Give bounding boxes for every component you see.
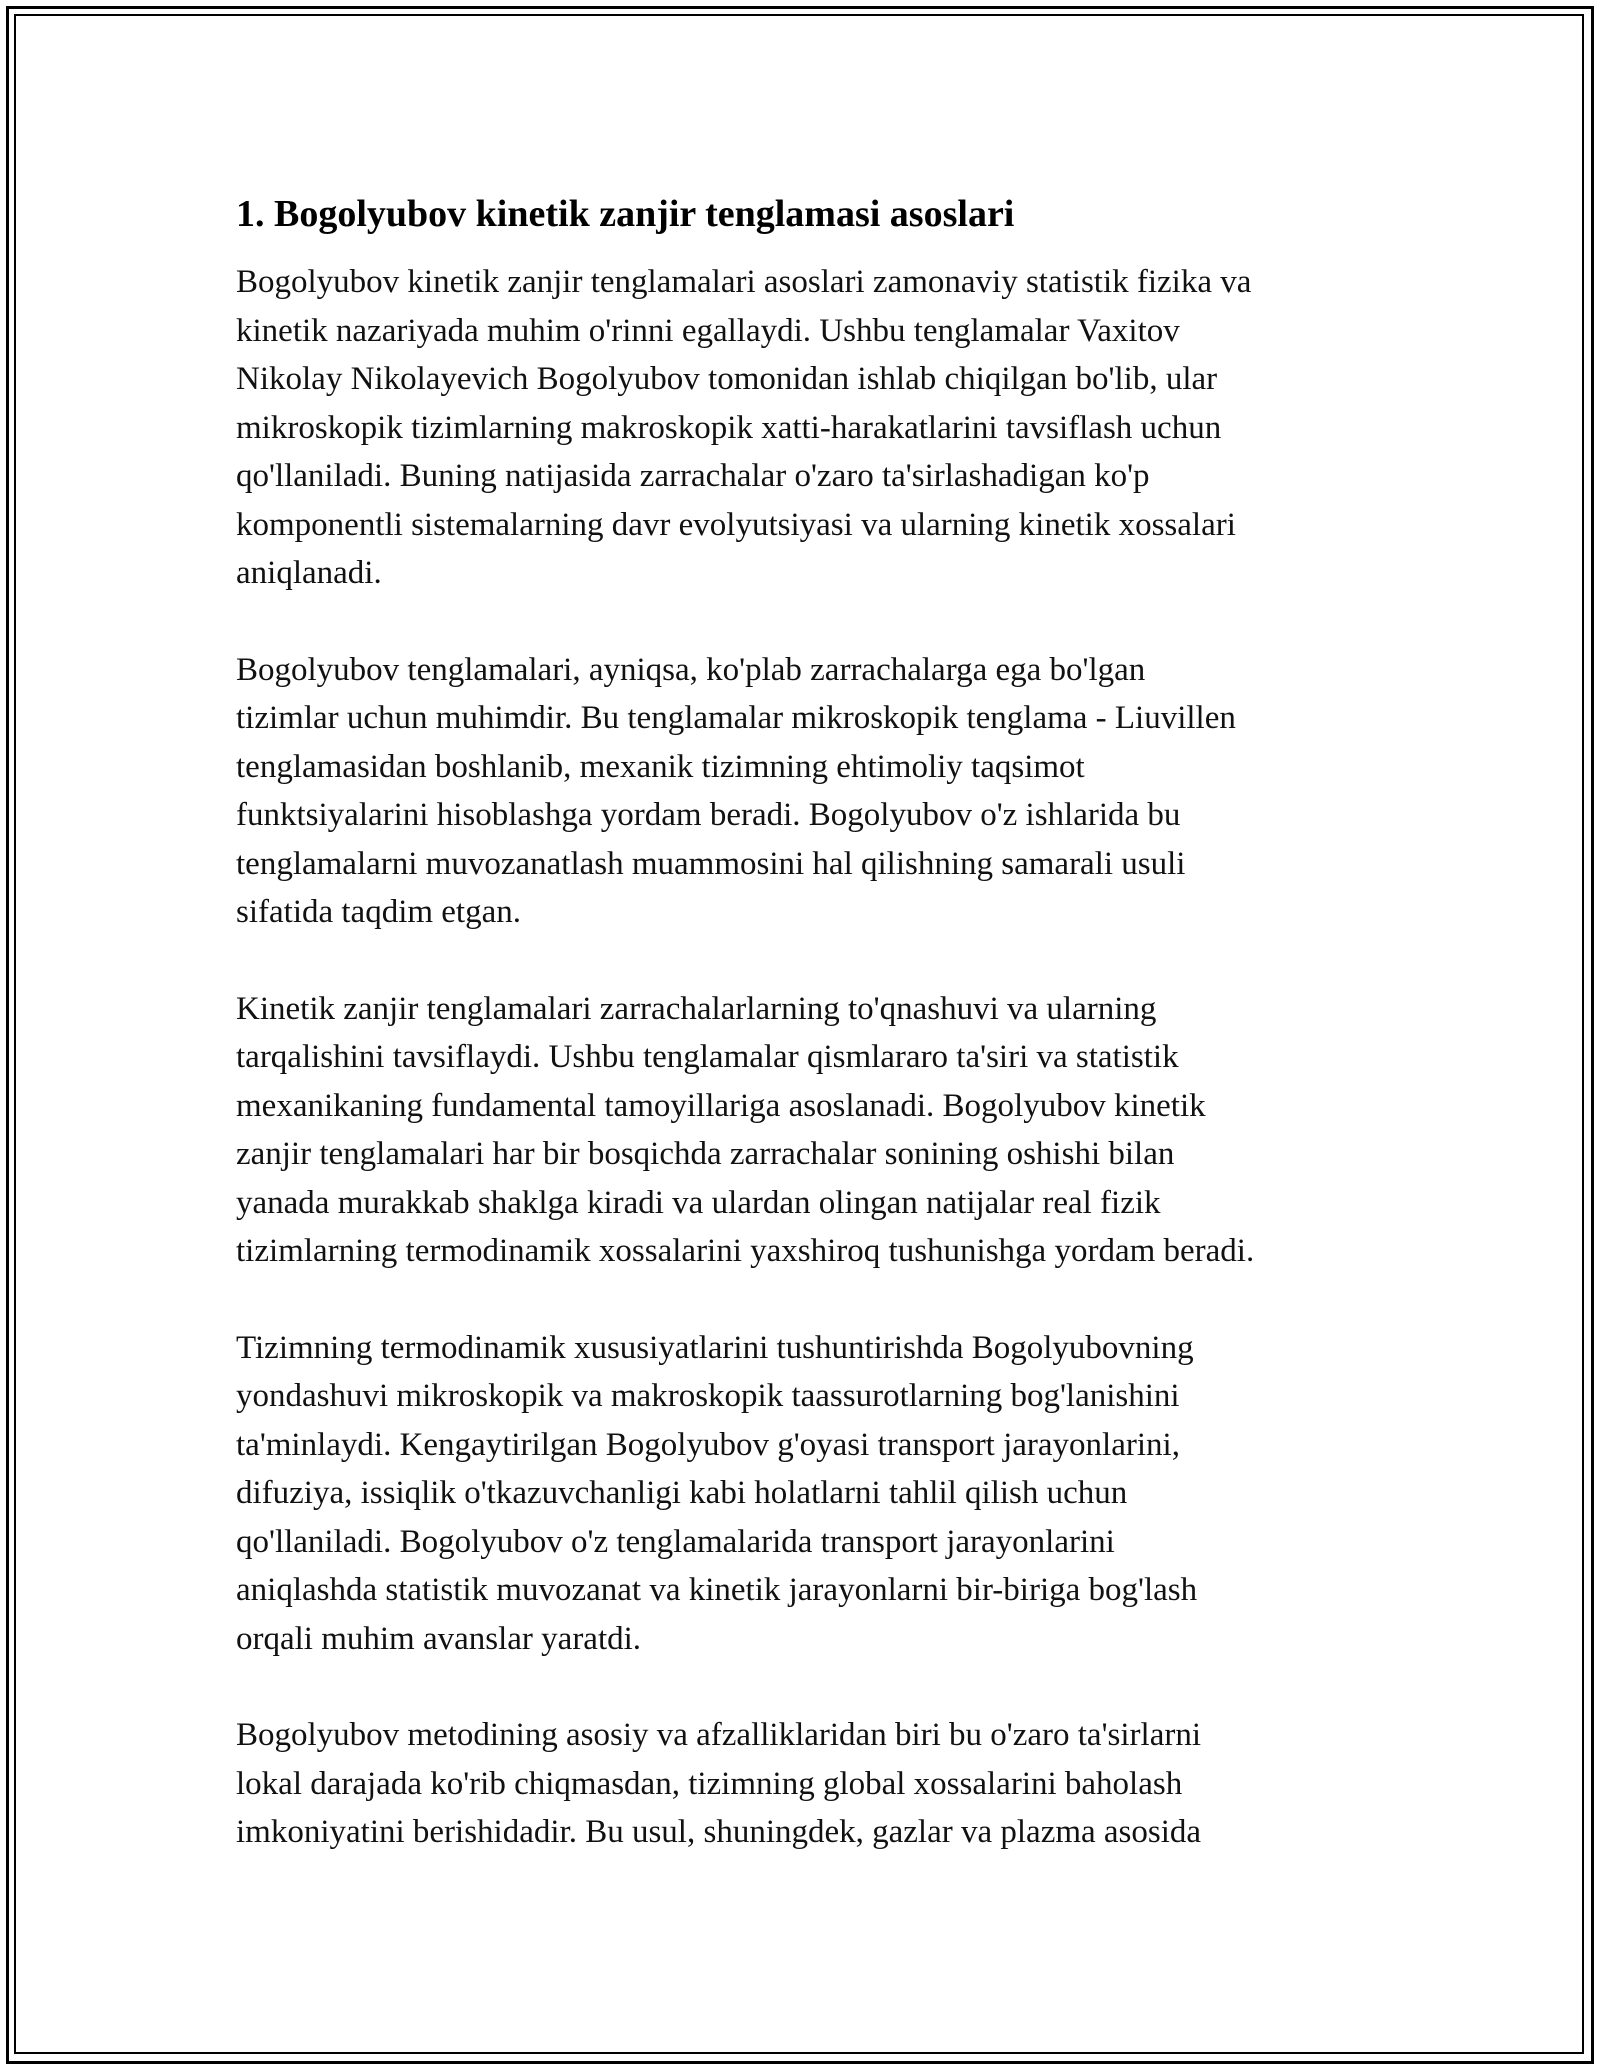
paragraph-line: qo'llaniladi. Buning natijasida zarrachalar o'zaro ta'sirlashadigan ko'p bbox=[236, 458, 1150, 494]
paragraph-line: Bogolyubov kinetik zanjir tenglamalari asoslari zamonaviy statistik fizika va bbox=[236, 264, 1252, 300]
paragraph-line: Kinetik zanjir tenglamalari zarrachalarlarning to'qnashuvi va ularning bbox=[236, 990, 1157, 1027]
paragraph-line: sifatida taqdim etgan. bbox=[236, 894, 521, 930]
paragraph-line: difuziya, issiqlik o'tkazuvchanligi kabi holatlarni tahlil qilish uchun bbox=[236, 1475, 1128, 1511]
section-heading: 1. Bogolyubov kinetik zanjir tenglamasi asoslari bbox=[236, 193, 1015, 235]
paragraph-line: aniqlanadi. bbox=[236, 555, 382, 591]
paragraph-3 bbox=[236, 985, 1386, 1276]
paragraph-line: yanada murakkab shaklga kiradi va ulardan olingan natijalar real fizik bbox=[236, 1184, 1161, 1221]
paragraph-line: Bogolyubov metodining asosiy va afzalliklaridan biri bu o'zaro ta'sirlarni bbox=[236, 1717, 1201, 1753]
document-body bbox=[236, 188, 1386, 1857]
paragraph-line: ta'minlaydi. Kengaytirilgan Bogolyubov g'oyasi transport jarayonlarini, bbox=[236, 1426, 1180, 1463]
paragraph-line: yondashuvi mikroskopik va makroskopik taassurotlarning bog'lanishini bbox=[236, 1378, 1180, 1414]
paragraph-2 bbox=[236, 646, 1386, 937]
paragraph-5 bbox=[236, 1711, 1386, 1857]
paragraph-line: Nikolay Nikolayevich Bogolyubov tomonidan ishlab chiqilgan bo'lib, ular bbox=[236, 361, 1218, 397]
paragraph-line: funktsiyalarini hisoblashga yordam beradi. Bogolyubov o'z ishlarida bu bbox=[236, 797, 1181, 833]
paragraph-line: mexanikaning fundamental tamoyillariga asoslanadi. Bogolyubov kinetik bbox=[236, 1087, 1206, 1124]
paragraph-line: tenglamasidan boshlanib, mexanik tizimning ehtimoliy taqsimot bbox=[236, 748, 1085, 785]
paragraph-1 bbox=[236, 258, 1386, 598]
paragraph-line: mikroskopik tizimlarning makroskopik xatti-harakatlarini tavsiflash uchun bbox=[236, 409, 1222, 446]
paragraph-line: qo'llaniladi. Bogolyubov o'z tenglamalarida transport jarayonlarini bbox=[236, 1523, 1115, 1560]
paragraph-line: zanjir tenglamalari har bir bosqichda zarrachalar sonining oshishi bilan bbox=[236, 1136, 1175, 1172]
paragraph-line: orqali muhim avanslar yaratdi. bbox=[236, 1620, 642, 1657]
paragraph-line: Bogolyubov tenglamalari, ayniqsa, ko'plab zarrachalarga ega bo'lgan bbox=[236, 651, 1146, 688]
paragraph-line: Tizimning termodinamik xususiyatlarini tushuntirishda Bogolyubovning bbox=[236, 1329, 1194, 1366]
paragraph-line: aniqlashda statistik muvozanat va kinetik jarayonlarni bir-biriga bog'lash bbox=[236, 1572, 1198, 1608]
paragraph-line: kinetik nazariyada muhim o'rinni egallaydi. Ushbu tenglamalar Vaxitov bbox=[236, 312, 1180, 349]
paragraph-line: tizimlar uchun muhimdir. Bu tenglamalar mikroskopik tenglama - Liuvillen bbox=[236, 700, 1236, 736]
paragraph-line: komponentli sistemalarning davr evolyutsiyasi va ularning kinetik xossalari bbox=[236, 506, 1236, 543]
paragraph-line: imkoniyatini berishidadir. Bu usul, shuningdek, gazlar va plazma asosida bbox=[236, 1814, 1202, 1850]
paragraph-line: tizimlarning termodinamik xossalarini yaxshiroq tushunishga yordam beradi. bbox=[236, 1233, 1255, 1269]
paragraph-line: lokal darajada ko'rib chiqmasdan, tizimning global xossalarini baholash bbox=[236, 1765, 1183, 1802]
paragraph-4 bbox=[236, 1324, 1386, 1664]
paragraph-line: tarqalishini tavsiflaydi. Ushbu tenglamalar qismlararo ta'siri va statistik bbox=[236, 1039, 1179, 1075]
paragraph-line: tenglamalarni muvozanatlash muammosini hal qilishning samarali usuli bbox=[236, 845, 1186, 882]
